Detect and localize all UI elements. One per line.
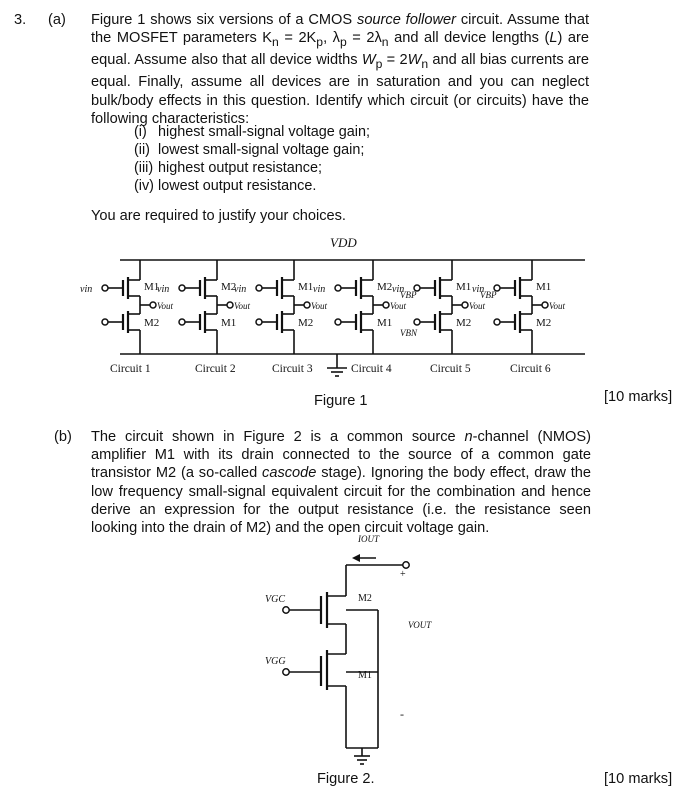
intro-italic: L (549, 30, 558, 47)
plus-sign: + (400, 569, 406, 580)
subscript: n (421, 57, 429, 72)
part-a-label: (a) (48, 12, 66, 28)
bottom-transistor-label: M2 (144, 317, 160, 329)
input-terminal (179, 285, 185, 291)
vin-label: vin (80, 284, 93, 295)
circuit-name: Circuit 1 (110, 363, 151, 375)
intro-italic: W (407, 52, 422, 69)
top-transistor-label: M1 (536, 281, 552, 293)
m1-label: M1 (358, 670, 372, 681)
bottom-transistor-label: M2 (456, 317, 472, 329)
intro-text: = 2 (382, 52, 408, 69)
figure-2-caption: Figure 2. (317, 771, 375, 787)
intro-text: circuit. Assume that the MOSFET parameters K (91, 12, 589, 47)
body-text: -channel (NMOS) amplifier M1 with its drain connected to the source of a common gate transistor M2 (a so-called (91, 429, 591, 482)
output-terminal (304, 302, 310, 308)
item-number: (ii) (134, 142, 150, 158)
iout-label: IOUT (358, 534, 380, 544)
body-text: stage). Ignoring the body effect, draw the low frequency small-signal equivalent circuit for the combination and hence derive an expression for the output resistance (i.e. the resistance seen looking into the drain of M2) and the open circuit voltage gain. (91, 465, 591, 537)
output-terminal (150, 302, 156, 308)
intro-italic: W (361, 52, 376, 69)
intro-italic: source follower (357, 12, 456, 28)
item-number: (i) (134, 124, 147, 140)
vout-label: VOUT (408, 620, 432, 630)
figure-2-diagram (265, 534, 432, 764)
vout-label: Vout (311, 301, 328, 311)
input-terminal (494, 319, 500, 325)
circuit-name: Circuit 4 (351, 363, 392, 375)
justify-note: You are required to justify your choices. (91, 208, 346, 224)
vin-label: vin (392, 284, 405, 295)
subscript: p (339, 35, 347, 50)
vgc-terminal (283, 607, 289, 613)
vin-label: vin (313, 284, 326, 295)
vdd-label: VDD (330, 235, 357, 250)
bottom-transistor-label: M2 (536, 317, 552, 329)
vout-label: Vout (234, 301, 251, 311)
top-transistor-label: M1 (144, 281, 160, 293)
item-text: lowest small-signal voltage gain; (158, 142, 365, 158)
vbp-label: VBP (400, 290, 417, 300)
circuit-name: Circuit 5 (430, 363, 471, 375)
italic-text: cascode (262, 465, 317, 482)
subscript: p (375, 57, 383, 72)
vin-label: vin (157, 284, 170, 295)
vout-label: Vout (549, 301, 566, 311)
circuit-name: Circuit 6 (510, 363, 551, 375)
vgc-label: VGC (265, 594, 285, 605)
output-terminal (403, 562, 409, 568)
intro-text: and all bias currents are equal. Finally, assume all devices are in saturation and you can neglect bulk/body effects in this question. Identify which circuit (or circuits) have the following characteristics: (91, 52, 590, 127)
output-terminal (542, 302, 548, 308)
bottom-transistor-label: M1 (221, 317, 237, 329)
input-terminal (335, 319, 341, 325)
output-terminal (227, 302, 233, 308)
part-b-marks: [10 marks] (604, 771, 673, 787)
item-text: highest small-signal voltage gain; (158, 124, 370, 140)
input-terminal (335, 285, 341, 291)
vout-label: Vout (157, 301, 174, 311)
intro-text: = 2λ (346, 30, 382, 47)
vin-label: vin (472, 284, 485, 295)
output-terminal (462, 302, 468, 308)
circuit-name: Circuit 2 (195, 363, 236, 375)
vbp-label: VBP (480, 290, 497, 300)
top-transistor-label: M2 (377, 281, 393, 293)
top-transistor-label: M2 (221, 281, 237, 293)
intro-text: ) are equal. Assume also that all device widths (91, 30, 590, 69)
part-b-label: (b) (54, 429, 72, 445)
body-text: The circuit shown in Figure 2 is a common source (91, 429, 465, 445)
subscript: n (381, 35, 389, 50)
input-terminal (179, 319, 185, 325)
input-terminal (256, 319, 262, 325)
intro-text: and all device lengths ( (388, 30, 550, 47)
question-number: 3. (14, 12, 27, 28)
input-terminal (256, 285, 262, 291)
item-number: (iv) (134, 178, 154, 194)
vgg-label: VGG (265, 656, 286, 667)
intro-text: Figure 1 shows six versions of a CMOS (91, 12, 358, 28)
output-terminal (383, 302, 389, 308)
minus-sign: - (400, 707, 404, 721)
subscript: p (316, 35, 324, 50)
iout-arrowhead (352, 554, 360, 562)
bottom-transistor-label: M2 (298, 317, 314, 329)
vbn-label: VBN (400, 328, 417, 338)
intro-text: = 2K (278, 30, 317, 47)
vout-label: Vout (469, 301, 486, 311)
intro-text: , λ (323, 30, 340, 47)
input-terminal (102, 319, 108, 325)
vout-label: Vout (390, 301, 407, 311)
item-number: (iii) (134, 160, 154, 176)
circuit-name: Circuit 3 (272, 363, 313, 375)
bottom-transistor-label: M1 (377, 317, 393, 329)
item-text: highest output resistance; (158, 160, 322, 176)
m2-label: M2 (358, 593, 372, 604)
figure-1-caption: Figure 1 (314, 393, 368, 409)
top-transistor-label: M1 (298, 281, 314, 293)
vin-label: vin (234, 284, 247, 295)
input-terminal (414, 319, 420, 325)
top-transistor-label: M1 (456, 281, 472, 293)
item-text: lowest output resistance. (158, 178, 317, 194)
subscript: n (272, 35, 279, 50)
part-b-text (91, 428, 591, 537)
vgg-terminal (283, 669, 289, 675)
input-terminal (102, 285, 108, 291)
italic-text: n (464, 429, 473, 445)
part-a-marks: [10 marks] (604, 389, 673, 405)
